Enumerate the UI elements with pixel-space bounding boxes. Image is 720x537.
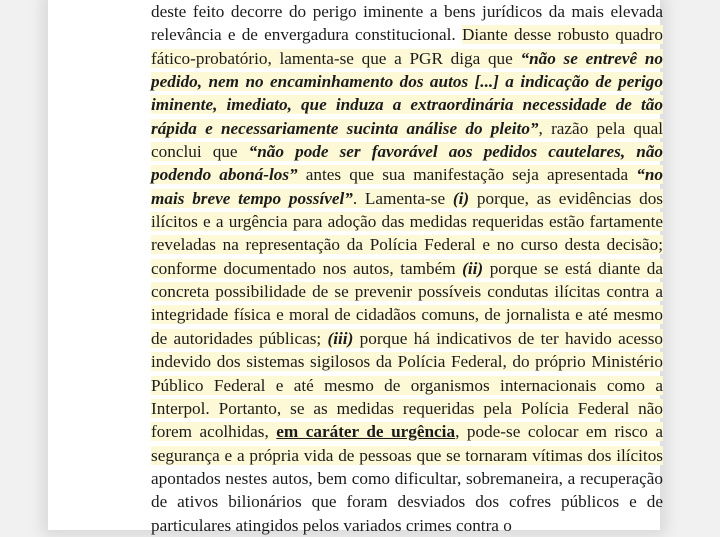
enumeration-marker: (ii) [462, 258, 484, 278]
text-segment: . Lamenta-se [352, 188, 453, 208]
quote-pgr-3: “no mais breve tempo possível” [151, 165, 663, 208]
quote-pgr-2: “não pode ser favorável aos pedidos cautelares, não podendo aboná-los” [151, 142, 664, 185]
text-segment: porque se está diante da concreta possibilidade de se prevenir possíveis condutas ilícitas contra a integridade física e moral de cidadãos comuns, de jornalista e até mesmo de autoridades públicas; [151, 258, 663, 348]
text-segment: porque há indicativos de ter havido acesso indevido dos sistemas sigilosos da Polícia Federal, do próprio Ministério Público Federal e até mesmo de organismos internacionais como a Interpol. Portanto, se as medidas requeridas pela Polícia Federal não forem acolhidas, [151, 328, 664, 442]
enumeration-marker: (i) [452, 188, 470, 208]
text-segment: deste feito decorre do perigo iminente a bens jurídicos da mais elevada relevância e de envergadura constitucional. [151, 2, 663, 45]
document-page [48, 0, 664, 535]
text-segment: porque, as evidências dos ilícitos e a urgência para adoção das medidas requeridas estão fartamente reveladas na representação da Polícia Federal e no curso desta decisão; conforme documentado nos autos, também [151, 188, 663, 278]
enumeration-marker: (iii) [327, 328, 354, 348]
text-segment: antes que sua manifestação seja apresentada [297, 165, 637, 185]
document-paragraph [151, 0, 663, 537]
highlighted-passage [151, 25, 663, 464]
quote-pgr-1: “não se entrevê no pedido, nem no encaminhamento dos autos [...] a indicação de perigo iminente, imediato, que induza a extraordinária necessidade de tão rápida e necessariamente sucinta análise do pleito” [151, 48, 663, 138]
text-segment: Diante desse robusto quadro fático-probatório, lamenta-se que a PGR diga que [151, 25, 663, 68]
text-segment: , razão pela qual conclui que [151, 118, 663, 162]
text-segment: apontados nestes autos, bem como dificultar, sobremaneira, a recuperação de ativos bilionários que foram desviados dos cofres públicos e de particulares atingidos pelos variados crimes contra o [151, 468, 663, 535]
underlined-emphasis: em caráter de urgência [276, 422, 456, 442]
text-segment: , pode-se colocar em risco a segurança e a própria vida de pessoas que se tornaram vítimas dos ilícitos [151, 422, 664, 465]
